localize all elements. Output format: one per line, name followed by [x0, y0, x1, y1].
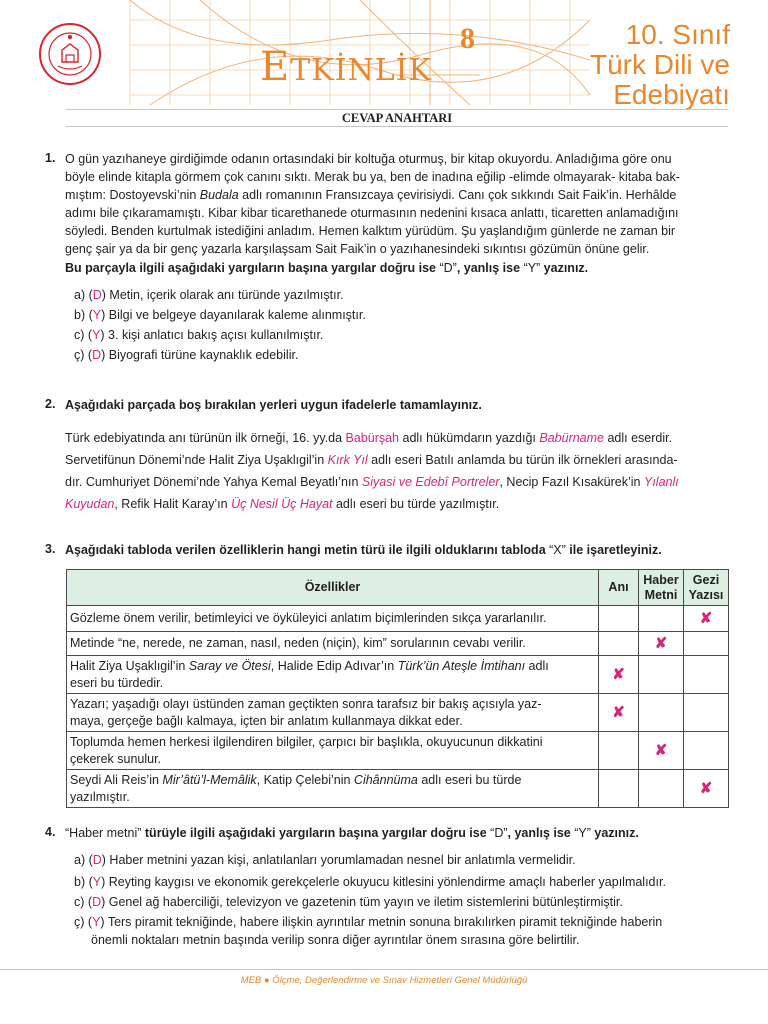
column-header-news [639, 570, 684, 606]
activity-label [260, 44, 432, 90]
question-1-instruction [65, 259, 588, 277]
answer-mark: Y [92, 308, 102, 322]
answer-mark: Y [92, 875, 102, 889]
cell-line: eseri bu türdedir. [70, 675, 164, 690]
cell-line: yazılmıştır. [70, 789, 130, 804]
instruction-text: yazınız. [540, 261, 589, 275]
feature-cell: Gözleme önem verilir, betimleyici ve öyküleyici anlatım biçimlerinden sıkça yararlanılır. [67, 606, 599, 632]
question-1-option-a [74, 286, 344, 304]
passage-text: adlı eserdir. [604, 431, 673, 445]
page-footer [0, 975, 768, 986]
table-header-row [67, 570, 729, 606]
passage-text: adlı romanının Fransızcaya çevirisiydi. Canı çok sıkkındı Sait Faik’in. Herhâlde [238, 188, 677, 202]
column-header-travel [684, 570, 729, 606]
page-header [0, 0, 768, 115]
question-1-option-c-cedilla [74, 346, 298, 364]
instruction-false-key: “Y” [523, 261, 541, 275]
table-row [67, 694, 729, 732]
feature-cell [67, 732, 599, 770]
book-title-budala: Budala [199, 188, 239, 202]
passage-line: böyle elinde kitapla görmem çok canını sıktı. Merak bu ya, ben de inadına eğilip -elimde olmayarak- kitaba bak- [65, 170, 680, 184]
option-label: a) ( [74, 288, 93, 302]
question-4-option-continuation: önemli noktaları metnin başında verilip sonra diğer ayrıntılar önem sırasına göre belirtilir. [91, 933, 580, 947]
cell-text: , Halide Edip Adıvar’ın [270, 658, 398, 673]
passage-line [65, 449, 729, 471]
passage-text: mıştım: Dostoyevski’nin [65, 188, 200, 202]
travel-cell [684, 632, 729, 656]
question-1-number: 1. [45, 151, 56, 165]
memoir-cell: ✘ [599, 656, 639, 694]
activity-number: 8 [460, 22, 475, 55]
question-4-instruction [65, 824, 639, 842]
question-4-option-b [74, 873, 666, 891]
cell-text: adlı [525, 658, 549, 673]
question-4-number: 4. [45, 825, 56, 839]
answer-mark: D [92, 853, 102, 867]
answer-fill: Babürşah [345, 431, 400, 445]
course-title-line3: Edebiyatı [613, 79, 730, 110]
travel-cell: ✘ [684, 770, 729, 808]
option-text: ) Haber metnini yazan kişi, anlatılanları yorumlamadan nesnel bir anlatımla vermelidir. [101, 853, 576, 867]
column-header-features: Özellikler [67, 570, 599, 606]
travel-cell: ✘ [684, 606, 729, 632]
footer-org-name: Ölçme, Değerlendirme ve Sınav Hizmetleri Genel Müdürlüğü [272, 975, 528, 986]
book-title: Saray ve Ötesi [188, 658, 271, 673]
option-text: ) Genel ağ haberciliği, televizyon ve gazetenin tüm yayın ve iletim sistemlerini bütünleştirmiştir. [101, 895, 623, 909]
answer-mark: D [92, 348, 102, 362]
footer-org-abbrev: MEB [240, 975, 262, 986]
instruction-false-key: “Y” [574, 826, 591, 840]
question-4-option-a [74, 851, 576, 869]
instruction-text: yazınız. [590, 826, 639, 840]
table-row [67, 632, 729, 656]
option-label: ç) ( [74, 915, 93, 929]
answer-fill: Üç Nesil Üç Hayat [231, 497, 333, 511]
passage-line: adımı bile çıkaramamıştı. Kibar kibar ticarethanede oturmasının nedenini kısaca anlattı, ticaretten anlamadığını [65, 206, 679, 220]
memoir-cell [599, 606, 639, 632]
question-1-option-c [74, 326, 323, 344]
news-cell [639, 770, 684, 808]
header-line: Yazısı [688, 587, 724, 602]
cell-text: adlı eseri bu türde [417, 772, 522, 787]
cell-line [70, 658, 595, 675]
answer-fill: Babürname [539, 431, 604, 445]
passage-text: Türk edebiyatında anı türünün ilk örneği, 16. yy.da [65, 431, 346, 445]
instruction-text: ile işaretleyiniz. [565, 543, 662, 557]
table-row [67, 656, 729, 694]
passage-line [65, 471, 729, 493]
feature-cell [67, 656, 599, 694]
passage-line: O gün yazıhaneye girdiğimde odanın ortasındaki bir koltuğa oturmuş, bir kitap okuyordu. Anladığıma göre onu [65, 152, 672, 166]
option-label: b) ( [74, 308, 93, 322]
question-2-passage [65, 427, 729, 515]
instruction-text: , yanlış ise [456, 261, 524, 275]
book-title: Cihânnüma [353, 772, 418, 787]
option-label: c) ( [74, 895, 93, 909]
answer-key-heading: CEVAP ANAHTARI [66, 109, 728, 127]
instruction-text: Aşağıdaki tabloda verilen özelliklerin hangi metin türü ile ilgili olduklarını tabloda [65, 543, 550, 557]
question-1-option-b [74, 306, 366, 324]
feature-cell [67, 694, 599, 732]
news-cell: ✘ [639, 632, 684, 656]
news-cell [639, 656, 684, 694]
passage-text: Servetifünun Dönemi’nde Halit Ziya Uşaklıgil’in [65, 453, 328, 467]
option-label: b) ( [74, 875, 93, 889]
instruction-x-key: “X” [549, 543, 566, 557]
passage-text: , Refik Halit Karay’ın [114, 497, 232, 511]
footer-bullet: ● [263, 975, 270, 986]
passage-text: dır. Cumhuriyet Dönemi’nde Yahya Kemal Beyatlı’nın [65, 475, 362, 489]
cell-text: Seydi Ali Reis’in [70, 772, 163, 787]
answer-mark: Y [92, 328, 101, 342]
header-line: Metni [644, 587, 678, 602]
answer-fill: Kırk Yıl [327, 453, 368, 467]
memoir-cell: ✘ [599, 694, 639, 732]
cell-text: , Katip Çelebi’nin [256, 772, 354, 787]
option-label: c) ( [74, 328, 93, 342]
news-cell [639, 606, 684, 632]
cell-line [70, 772, 595, 789]
instruction-true-key: “D” [439, 261, 457, 275]
memoir-cell [599, 632, 639, 656]
course-title [590, 20, 730, 110]
instruction-text: Bu parçayla ilgili aşağıdaki yargıların başına yargılar doğru ise [65, 261, 440, 275]
travel-cell [684, 694, 729, 732]
book-title: Mir’âtü’l-Memâlik [162, 772, 257, 787]
activity-label-initial: E [260, 44, 291, 90]
question-2-number: 2. [45, 397, 56, 411]
question-3-number: 3. [45, 542, 56, 556]
travel-cell [684, 656, 729, 694]
passage-line [65, 186, 729, 204]
travel-cell [684, 732, 729, 770]
answer-mark: D [92, 288, 102, 302]
news-cell [639, 694, 684, 732]
cell-line: Yazarı; yaşadığı olayı üstünden zaman geçtikten sonra tarafsız bir bakış açısıyla yaz- [70, 696, 542, 711]
answer-fill: Yılanlı [643, 475, 679, 489]
instruction-text: , yanlış ise [507, 826, 575, 840]
cell-line: çekerek sunulur. [70, 751, 162, 766]
question-3-instruction [65, 541, 662, 559]
passage-line [65, 493, 729, 515]
question-2-instruction: Aşağıdaki parçada boş bırakılan yerleri uygun ifadelerle tamamlayınız. [65, 398, 482, 412]
passage-text: , Necip Fazıl Kısakürek’in [499, 475, 644, 489]
question-1-passage [65, 150, 729, 258]
cell-line: Toplumda hemen herkesi ilgilendiren bilgiler, çarpıcı bir başlıkla, okuyucunun dikkatini [70, 734, 543, 749]
table-row [67, 606, 729, 632]
option-text: ) Ters piramit tekniğinde, habere ilişkin ayrıntılar metnin sonuna bırakılırken piramit tekniğinde haberin [100, 915, 663, 929]
feature-table [66, 569, 729, 808]
question-4-option-c-cedilla [74, 913, 662, 931]
option-text: ) Metin, içerik olarak anı türünde yazılmıştır. [101, 288, 344, 302]
answer-fill: Siyasi ve Edebî Portreler [361, 475, 500, 489]
passage-line: genç şair ya da bir genç yazarla karşılaşsam Sait Faik’in o yazıhanesindeki sıkıntısı gözümün önüne gelir. [65, 242, 650, 256]
option-text: ) Bilgi ve belgeye dayanılarak kaleme alınmıştır. [101, 308, 366, 322]
memoir-cell [599, 770, 639, 808]
column-header-memoir: Anı [599, 570, 639, 606]
news-cell: ✘ [639, 732, 684, 770]
option-label: a) ( [74, 853, 93, 867]
memoir-cell [599, 732, 639, 770]
table-row [67, 732, 729, 770]
cell-line: maya, gerçeğe bağlı kalmaya, içten bir anlatım kullanmaya dikkat eder. [70, 713, 463, 728]
answer-fill: Kuyudan [65, 497, 115, 511]
instruction-text: türüyle ilgili aşağıdaki yargıların başına yargılar doğru ise [144, 826, 491, 840]
course-title-line2: Türk Dili ve [589, 49, 730, 80]
book-title: Türk’ün Ateşle İmtihanı [397, 658, 526, 673]
cell-text: Halit Ziya Uşaklıgil’in [70, 658, 189, 673]
header-line: Haber [643, 572, 679, 587]
table-row [67, 770, 729, 808]
passage-line [65, 427, 729, 449]
meb-logo [38, 22, 102, 86]
course-title-line1: 10. Sınıf [625, 19, 730, 50]
activity-label-rest: TKİNLİK [290, 53, 432, 88]
passage-text: adlı eseri Batılı anlamda bu türün ilk örnekleri arasında- [367, 453, 678, 467]
header-line: Gezi [692, 572, 720, 587]
feature-cell [67, 770, 599, 808]
passage-text: adlı hükümdarın yazdığı [399, 431, 540, 445]
answer-mark: Y [92, 915, 101, 929]
option-text: ) Biyografi türüne kaynaklık edebilir. [101, 348, 299, 362]
feature-cell: Metinde “ne, nerede, ne zaman, nasıl, neden (niçin), kim” sorularının cevabı verilir. [67, 632, 599, 656]
option-text: ) Reyting kaygısı ve ekonomik gerekçelerle okuyucu kitlesini yönlendirme amaçlı haberler yapılmalıdır. [101, 875, 666, 889]
option-text: ) 3. kişi anlatıcı bakış açısı kullanılmıştır. [100, 328, 324, 342]
passage-text: adlı eseri bu türde yazılmıştır. [332, 497, 500, 511]
option-label: ç) ( [74, 348, 93, 362]
instruction-true-key: “D” [490, 826, 508, 840]
passage-line: söyledi. Benden kurtulmak istediğini anladım. Hemen kalktım yürüdüm. Şu yaşlandığım günlerde ne zaman bir [65, 224, 676, 238]
instruction-text: “Haber metni” [65, 826, 145, 840]
question-4-option-c [74, 893, 623, 911]
answer-mark: D [92, 895, 102, 909]
footer-divider [0, 969, 768, 970]
